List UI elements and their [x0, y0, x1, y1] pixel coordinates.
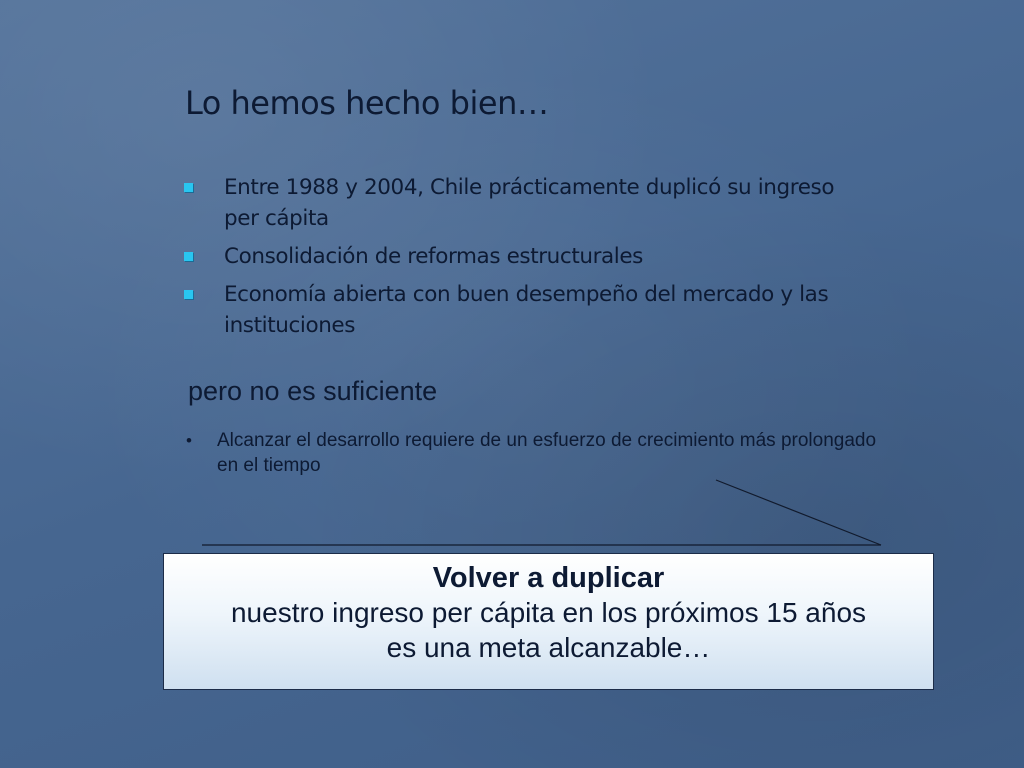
- sub-bullet-list: [186, 428, 896, 478]
- dot-bullet-icon: •: [186, 431, 192, 450]
- square-bullet-icon: [184, 252, 193, 261]
- sub-bullet-item: [186, 428, 896, 478]
- bullet-text: Economía abierta con buen desempeño del mercado y las instituciones: [224, 282, 829, 338]
- callout-line-1: nuestro ingreso per cápita en los próximos 15 años: [230, 597, 867, 628]
- callout-line-2: es una meta alcanzable…: [386, 632, 711, 663]
- square-bullet-icon: [184, 290, 193, 299]
- bullet-list: [184, 172, 864, 348]
- callout-box: [163, 553, 934, 690]
- pointer-line-diagonal: [716, 480, 881, 545]
- bullet-text: Consolidación de reformas estructurales: [224, 244, 643, 269]
- square-bullet-icon: [184, 183, 193, 192]
- subtitle: pero no es suficiente: [188, 376, 438, 406]
- callout-title: Volver a duplicar: [432, 562, 665, 594]
- bullet-item: [184, 241, 864, 272]
- bullet-item: [184, 172, 864, 234]
- slide-title: Lo hemos hecho bien…: [185, 84, 549, 122]
- bullet-text: Entre 1988 y 2004, Chile prácticamente duplicó su ingreso per cápita: [224, 175, 835, 231]
- bullet-item: [184, 279, 864, 341]
- sub-bullet-text: Alcanzar el desarrollo requiere de un esfuerzo de crecimiento más prolongado en el tiempo: [217, 430, 877, 476]
